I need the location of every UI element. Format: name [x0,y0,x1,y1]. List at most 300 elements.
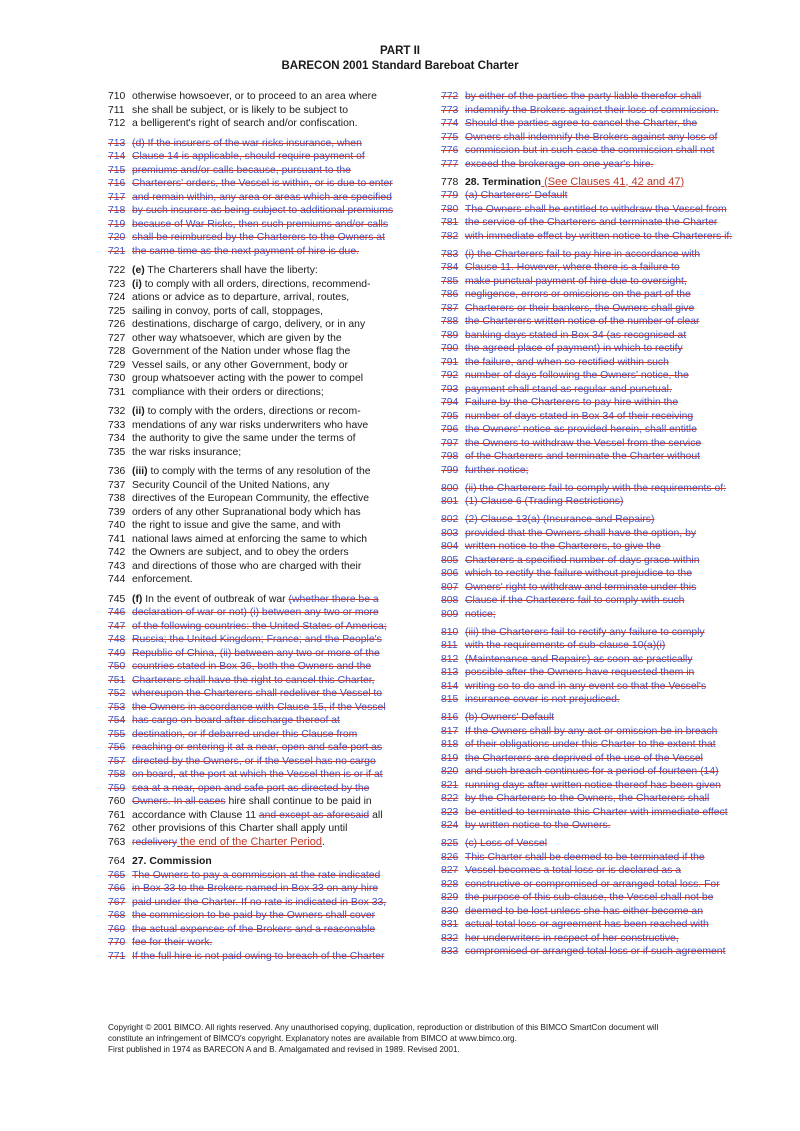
text-line [441,495,741,509]
text-line [108,117,418,131]
text-line [108,479,418,493]
line-text [465,639,741,653]
line-text [132,164,418,178]
line-text [465,117,741,131]
text-line [108,386,418,400]
text-segment: running days after written notice thereof has been given [465,779,721,791]
line-text [132,822,418,836]
footer-line: First published in 1974 as BARECON A and B. Amalgamated and revised in 1989. Revised 2001. [108,1045,460,1054]
struck-text: (whether there be a [288,593,379,605]
text-segment: enforcement. [132,574,193,585]
line-text [132,204,418,218]
deleted-paragraph [441,482,741,509]
text-segment: by such insurers as being subject to additional premiums [132,205,394,216]
text-segment: destination, or if debarred under this Clause from [132,728,358,740]
text-segment: the Owners to withdraw the Vessel from the service [465,437,702,449]
text-line [108,305,418,319]
text-line [108,177,418,191]
text-line [441,608,741,622]
line-text [465,158,741,172]
line-number: 790 [441,343,459,354]
text-segment: and such breach continues for a period of fourteen (14) [465,766,719,777]
line-number: 743 [108,560,126,572]
line-number: 833 [441,946,459,957]
text-segment: the Charterers written notice of the number of clear [465,316,700,327]
inserted-text: (See Clauses 41, 42 and 47) [541,175,685,188]
right-text-column [441,90,741,959]
line-text [132,533,418,547]
line-number: 830 [441,905,459,917]
line-number: 800 [441,482,459,494]
text-segment: Failure by the Charterers to pay hire within the [465,397,679,408]
line-number: 711 [108,104,125,116]
text-line [441,711,741,725]
text-segment: of the Charterers and terminate the Charter without [465,451,701,462]
text-line [441,410,741,424]
text-line [441,144,741,158]
line-text [132,647,418,661]
line-number: 783 [441,248,459,260]
text-segment: Owners' right to withdraw and terminate under this [465,581,697,593]
line-number: 801 [441,496,459,507]
line-text [465,693,741,707]
deleted-paragraph [441,90,741,171]
line-number: 712 [108,118,126,129]
text-line [441,248,741,262]
line-number: 806 [441,568,459,579]
line-text [465,513,741,527]
line-number: 808 [441,595,459,606]
line-number: 760 [108,796,126,807]
text-segment: with immediate effect by written notice to the Charterers if: [465,230,733,242]
line-text [465,437,741,451]
text-segment: (f) [132,593,143,605]
text-line [441,806,741,820]
line-number: 797 [441,437,459,449]
line-number: 786 [441,289,459,300]
line-number: 713 [108,137,126,149]
line-number: 742 [108,547,126,558]
text-line [441,90,741,104]
text-segment: Should the parties agree to cancel the Charter, the [465,118,698,129]
text-segment: destinations, discharge of cargo, delivery, or in any [132,319,366,330]
line-number: 758 [108,769,126,780]
text-line [108,923,418,937]
text-segment: further notice; [465,464,529,476]
text-line [441,666,741,680]
text-segment: premiums and/or calls because, pursuant to the [132,164,351,176]
text-line [108,164,418,178]
text-line [441,725,741,739]
text-segment: by either of the parties the party liable therefor shall [465,91,702,102]
text-line [108,405,418,419]
text-line [108,204,418,218]
line-text [132,687,418,701]
line-number: 756 [108,742,126,753]
text-line [441,792,741,806]
text-segment: the authority to give the same under the terms of [132,433,356,444]
line-number: 787 [441,302,459,314]
text-line [441,261,741,275]
text-line [108,573,418,587]
deleted-paragraph [441,513,741,621]
document-title: BARECON 2001 Standard Bareboat Charter [281,60,519,72]
text-segment: the Owners' notice as provided herein, shall entitle [465,424,697,435]
text-segment: she shall be subject, or is likely to be subject to [132,104,349,116]
line-text [465,261,741,275]
line-text [465,302,741,316]
line-number: 755 [108,728,126,740]
text-segment: provided that the Owners shall have the option, by [465,527,697,539]
text-line [108,836,418,850]
text-segment: Charterers or their bankers, the Owners shall give [465,302,695,314]
line-text [132,923,418,937]
line-number: 736 [108,466,126,477]
text-line [441,513,741,527]
line-number: 774 [441,118,459,129]
text-segment: on board, at the port at which the Vessel then is or if at [132,769,383,780]
text-segment: sea at a near, open and safe port as directed by the [132,782,370,794]
text-line [441,878,741,892]
line-number: 782 [441,230,459,242]
text-line [441,356,741,370]
line-number: 816 [441,712,459,723]
line-number: 828 [441,878,459,890]
text-segment: (i) the Charterers fail to pay hire in accordance with [465,248,701,260]
text-segment: actual total loss or agreement has been reached with [465,919,709,930]
text-segment: Clause if the Charterers fail to comply with such [465,595,685,606]
line-number: 810 [441,626,459,638]
line-number: 762 [108,823,126,834]
text-segment: be entitled to terminate this Charter with immediate effect [465,806,728,818]
text-segment: hire shall continue to be paid in [225,796,372,807]
line-number: 723 [108,278,126,290]
text-line [441,851,741,865]
line-number: 746 [108,607,126,618]
line-number: 748 [108,634,126,645]
line-number: 770 [108,937,126,948]
line-number: 766 [108,883,126,894]
line-text [132,191,418,205]
text-line [441,189,741,203]
line-text [132,218,418,232]
text-line [108,465,418,479]
line-number: 714 [108,151,126,162]
line-text [465,450,741,464]
line-text [465,752,741,766]
text-line [108,647,418,661]
left-text-column [108,90,418,963]
text-segment: notice; [465,608,496,620]
text-segment: Security Council of the United Nations, any [132,479,330,491]
text-segment: Vessel sails, or any other Government, body or [132,359,349,371]
line-number: 747 [108,620,126,632]
line-text [465,779,741,793]
text-segment: insurance cover is not prejudiced. [465,694,620,705]
text-segment: exceed the brokerage on one year's hire. [465,158,654,170]
footer-line: constitute an infringement of BIMCO's copyright. Explanatory notes are available from BIMCO at www.bimco.org. [108,1034,517,1043]
line-text [132,620,418,634]
text-segment: Russia; the United Kingdom; France; and the People's [132,634,382,645]
text-line [441,554,741,568]
line-number: 823 [441,806,459,818]
deleted-paragraph [441,626,741,707]
text-line [108,606,418,620]
text-segment: because of War Risks, then such premiums and/or calls [132,218,389,230]
text-segment: constructive or compromised or arranged total loss. For [465,878,720,890]
line-text [132,372,418,386]
line-number: 818 [441,739,459,750]
line-number: 814 [441,680,459,692]
text-segment: (d) If the insurers of the war risks insurance, when [132,137,362,149]
text-segment: . [321,836,325,848]
text-line [441,653,741,667]
line-number: 791 [441,356,459,368]
text-segment: of their obligations under this Charter to the extent that [465,739,716,750]
text-line [441,752,741,766]
text-segment: by written notice to the Owners. [465,820,611,831]
text-segment: and remain within, any area or areas which are specified [132,191,392,203]
text-line [441,342,741,356]
line-text [465,905,741,919]
line-number: 757 [108,755,126,767]
line-text [465,653,741,667]
text-line [108,492,418,506]
text-line [441,482,741,496]
line-number: 826 [441,851,459,863]
paragraph [108,90,418,131]
line-text [465,581,741,595]
line-text [465,230,741,244]
line-text [465,482,741,496]
line-text [465,342,741,356]
line-number: 776 [441,145,459,156]
line-number: 832 [441,932,459,944]
text-line [441,905,741,919]
deleted-paragraph [441,711,741,833]
line-number: 710 [108,91,126,102]
text-line [441,131,741,145]
text-segment: Vessel becomes a total loss or is declared as a [465,865,682,876]
text-segment: Government of the Nation under whose flag the [132,346,351,357]
text-line [108,560,418,574]
line-number: 719 [108,218,126,230]
text-segment: (b) Owners' Default [465,712,555,723]
inserted-text: the end of the Charter Period [177,835,322,848]
line-text [465,792,741,806]
text-line [108,822,418,836]
text-line [441,891,741,905]
line-number: 805 [441,554,459,566]
text-segment: mendations of any war risks underwriters who have [132,419,369,431]
text-segment: 28. Termination [465,176,542,188]
text-segment: 27. Commission [132,856,212,867]
line-text [132,882,418,896]
text-segment: to comply with the orders, directions or recom- [144,406,361,417]
line-number: 751 [108,674,126,686]
line-text [465,725,741,739]
text-line [441,203,741,217]
line-number: 829 [441,892,459,903]
text-segment: (2) Clause 13(a) (Insurance and Repairs) [465,514,655,525]
line-text [465,527,741,541]
text-segment: directed by the Owners, or if the Vessel has no cargo [132,755,376,767]
text-line [441,567,741,581]
text-segment: shall be reimbursed by the Charterers to the Owners at [132,232,385,243]
line-number: 741 [108,533,126,545]
line-text [132,291,418,305]
line-number: 831 [441,919,459,930]
struck-text: Owners. In all cases [132,796,226,807]
text-segment: other way whatsoever, which are given by the [132,332,342,344]
line-number: 809 [441,608,459,620]
text-line [441,288,741,302]
text-line [108,372,418,386]
line-number: 793 [441,383,459,395]
text-line [108,345,418,359]
line-text [132,264,418,278]
text-line [108,936,418,950]
paragraph [108,264,418,399]
text-segment: whereupon the Charterers shall redeliver the Vessel to [132,688,383,699]
text-line [441,302,741,316]
line-number: 821 [441,779,459,791]
text-segment: commission but in such case the commission shall not [465,145,715,156]
line-number: 781 [441,217,459,228]
part-heading: PART II [379,45,421,57]
line-number: 735 [108,446,126,458]
text-segment: fee for their work. [132,937,213,948]
line-text [132,359,418,373]
text-segment: by the Charterers to the Owners, the Charterers shall [465,793,710,804]
line-number: 761 [108,809,126,821]
text-line [441,639,741,653]
line-text [132,150,418,164]
line-text [132,674,418,688]
text-segment: the service of the Charterers and terminate the Charter [465,217,718,228]
text-segment: her underwriters in respect of her constructive, [465,932,679,944]
line-text [132,560,418,574]
line-number: 717 [108,191,126,203]
text-line [108,869,418,883]
text-line [108,714,418,728]
line-number: 722 [108,265,126,276]
line-text [465,176,741,190]
text-segment: to comply with the terms of any resolution of the [147,466,371,477]
text-segment: Clause 11. However, where there is a failure to [465,262,680,273]
deleted-paragraph [441,837,741,959]
line-text [465,203,741,217]
text-line [441,230,741,244]
paragraph [108,855,418,869]
text-line [441,693,741,707]
line-number: 813 [441,667,459,678]
text-line [108,768,418,782]
line-text [465,738,741,752]
line-number: 789 [441,329,459,341]
line-number: 730 [108,373,126,384]
line-text [132,768,418,782]
text-line [108,90,418,104]
text-segment: the same time as the next payment of hire is due. [132,245,359,257]
text-segment: banking days stated in Box 34 (as recognised at [465,329,687,341]
text-segment: (Maintenance and Repairs) as soon as practically [465,653,693,665]
line-text [465,554,741,568]
text-segment: other provisions of this Charter shall apply until [132,823,348,834]
line-number: 778 [441,176,459,188]
line-text [132,446,418,460]
line-number: 738 [108,493,126,504]
line-text [132,741,418,755]
line-number: 780 [441,203,459,215]
line-text [465,932,741,946]
text-line [441,275,741,289]
text-line [108,191,418,205]
line-number: 825 [441,838,459,849]
line-number: 804 [441,541,459,552]
line-text [465,819,741,833]
paragraph [108,593,418,850]
line-number: 750 [108,661,126,672]
line-text [132,332,418,346]
text-segment: a belligerent's right of search and/or confiscation. [132,118,358,129]
line-number: 732 [108,406,126,417]
text-segment: directives of the European Community, the effective [132,493,369,504]
line-text [132,593,418,607]
line-number: 812 [441,653,459,665]
text-line [108,546,418,560]
text-line [108,533,418,547]
line-number: 819 [441,752,459,764]
text-segment: the purpose of this sub-clause, the Vessel shall not be [465,892,714,903]
line-text [465,288,741,302]
text-segment: orders of any other Supranational body which has [132,506,361,518]
text-segment: has cargo on board after discharge thereof at [132,715,340,726]
text-line [108,137,418,151]
text-segment: ations or advice as to departure, arrival, routes, [132,292,350,303]
text-segment: number of days stated in Box 34 of their receiving [465,410,694,422]
line-text [132,606,418,620]
text-line [441,540,741,554]
text-segment: writing so to do and in any event so that the Vessel's [465,680,707,692]
text-line [108,755,418,769]
text-line [441,158,741,172]
line-number: 744 [108,574,126,585]
line-text [132,809,418,823]
text-line [441,450,741,464]
text-segment: which to rectify the failure without prejudice to the [465,568,692,579]
line-number: 827 [441,865,459,876]
line-text [465,369,741,383]
text-line [108,795,418,809]
text-line [441,176,741,190]
text-segment: The Charterers shall have the liberty: [144,265,318,276]
line-number: 794 [441,397,459,408]
text-segment: national laws aimed at enforcing the same to which [132,533,368,545]
text-line [441,527,741,541]
paragraph [108,405,418,459]
text-segment: If the full hire is not paid owing to breach of the Charter [132,950,385,962]
line-text [132,492,418,506]
text-segment: Owners shall indemnify the Brokers against any loss of [465,131,718,143]
line-number: 815 [441,694,459,705]
text-segment: negligence, errors or omissions on the part of the [465,289,691,300]
line-number: 718 [108,205,126,216]
text-segment: Republic of China, (ii) between any two or more of the [132,647,380,659]
line-text [132,795,418,809]
line-text [465,144,741,158]
line-text [132,432,418,446]
